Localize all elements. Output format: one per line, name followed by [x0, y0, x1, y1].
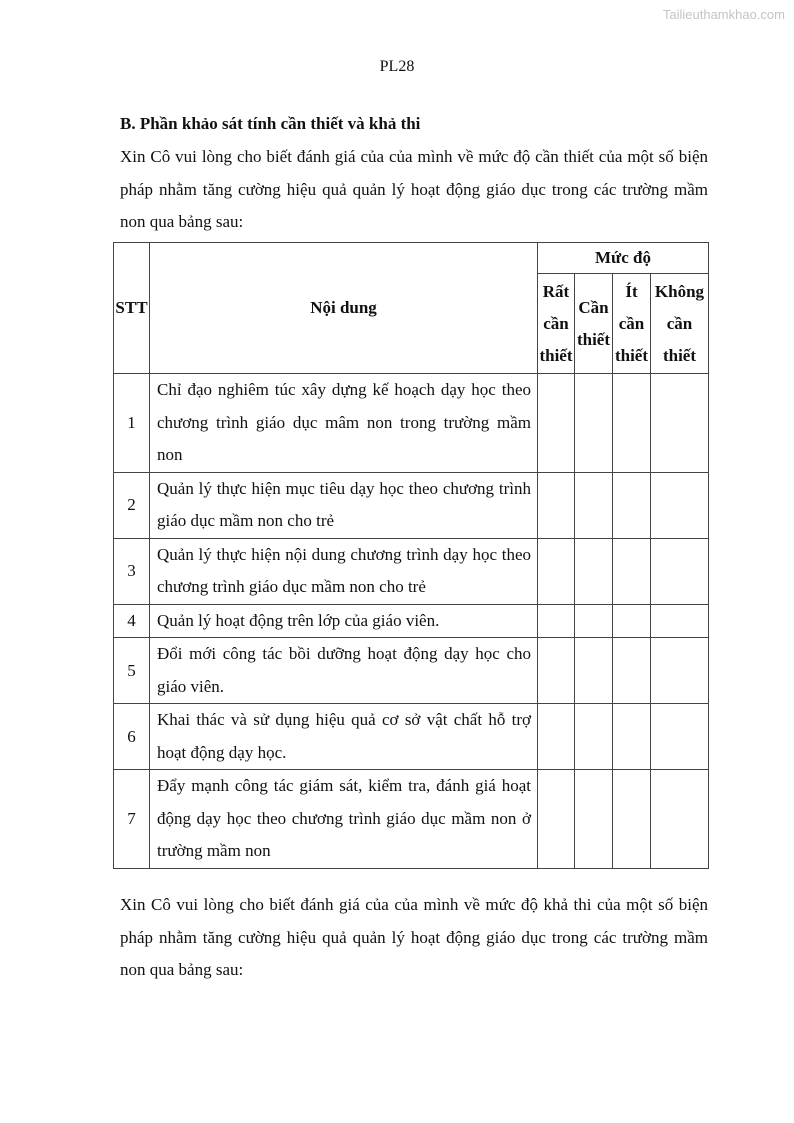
row-stt: 2 [114, 472, 150, 538]
rating-cell[interactable] [613, 638, 651, 704]
rating-cell[interactable] [575, 472, 613, 538]
rating-cell[interactable] [651, 538, 709, 604]
rating-cell[interactable] [651, 704, 709, 770]
row-stt: 5 [114, 638, 150, 704]
rating-cell[interactable] [538, 704, 575, 770]
table-row [114, 538, 709, 604]
rating-cell[interactable] [613, 704, 651, 770]
rating-cell[interactable] [538, 374, 575, 473]
rating-cell[interactable] [575, 704, 613, 770]
closing-paragraph: Xin Cô vui lòng cho biết đánh giá của của mình về mức độ khả thi của một số biện pháp nhằm tăng cường hiệu quả quản lý hoạt động giáo dục trong các trường mầm non qua bảng sau: [120, 895, 708, 979]
page-number: PL28 [379, 58, 415, 75]
rating-cell[interactable] [538, 538, 575, 604]
rating-cell[interactable] [651, 472, 709, 538]
table-row [114, 604, 709, 638]
header-level-less-necessary: Ít cần thiết [613, 274, 651, 374]
rating-cell[interactable] [613, 374, 651, 473]
row-content: Quản lý thực hiện mục tiêu dạy học theo chương trình giáo dục mầm non cho trẻ [150, 472, 538, 538]
row-stt: 3 [114, 538, 150, 604]
header-level-necessary: Cần thiết [575, 274, 613, 374]
row-content: Quản lý thực hiện nội dung chương trình dạy học theo chương trình giáo dục mầm non cho trẻ [150, 538, 538, 604]
intro-paragraph: Xin Cô vui lòng cho biết đánh giá của của mình về mức độ cần thiết của một số biện pháp nhằm tăng cường hiệu quả quản lý hoạt động giáo dục trong các trường mầm non qua bảng sau: [120, 147, 708, 231]
section-heading: B. Phần khảo sát tính cần thiết và khả thi [120, 114, 421, 133]
row-stt: 1 [114, 374, 150, 473]
rating-cell[interactable] [575, 638, 613, 704]
rating-cell[interactable] [538, 604, 575, 638]
row-content: Quản lý hoạt động trên lớp của giáo viên. [150, 604, 538, 638]
header-level-group: Mức độ [538, 243, 709, 274]
header-level-not-necessary: Không cần thiết [651, 274, 709, 374]
rating-cell[interactable] [538, 472, 575, 538]
table-row [114, 638, 709, 704]
watermark: Tailieuthamkhao.com [662, 7, 785, 22]
rating-cell[interactable] [651, 770, 709, 869]
rating-cell[interactable] [575, 604, 613, 638]
survey-table [113, 242, 709, 869]
header-level-very-necessary: Rất cần thiết [538, 274, 575, 374]
rating-cell[interactable] [575, 538, 613, 604]
row-stt: 7 [114, 770, 150, 869]
rating-cell[interactable] [651, 638, 709, 704]
row-stt: 4 [114, 604, 150, 638]
table-row [114, 374, 709, 473]
rating-cell[interactable] [651, 374, 709, 473]
rating-cell[interactable] [613, 472, 651, 538]
rating-cell[interactable] [613, 538, 651, 604]
rating-cell[interactable] [651, 604, 709, 638]
table-row [114, 770, 709, 869]
header-stt: STT [114, 243, 150, 374]
rating-cell[interactable] [575, 374, 613, 473]
table-row [114, 472, 709, 538]
rating-cell[interactable] [613, 604, 651, 638]
row-content: Đổi mới công tác bồi dưỡng hoạt động dạy học cho giáo viên. [150, 638, 538, 704]
row-content: Khai thác và sử dụng hiệu quả cơ sở vật chất hỗ trợ hoạt động dạy học. [150, 704, 538, 770]
rating-cell[interactable] [575, 770, 613, 869]
row-content: Chỉ đạo nghiêm túc xây dựng kế hoạch dạy học theo chương trình giáo dục mâm non trong trường mầm non [150, 374, 538, 473]
rating-cell[interactable] [538, 638, 575, 704]
rating-cell[interactable] [538, 770, 575, 869]
header-content: Nội dung [150, 243, 538, 374]
row-content: Đẩy mạnh công tác giám sát, kiểm tra, đánh giá hoạt động dạy học theo chương trình giáo dục mầm non ở trường mầm non [150, 770, 538, 869]
rating-cell[interactable] [613, 770, 651, 869]
row-stt: 6 [114, 704, 150, 770]
table-row [114, 704, 709, 770]
